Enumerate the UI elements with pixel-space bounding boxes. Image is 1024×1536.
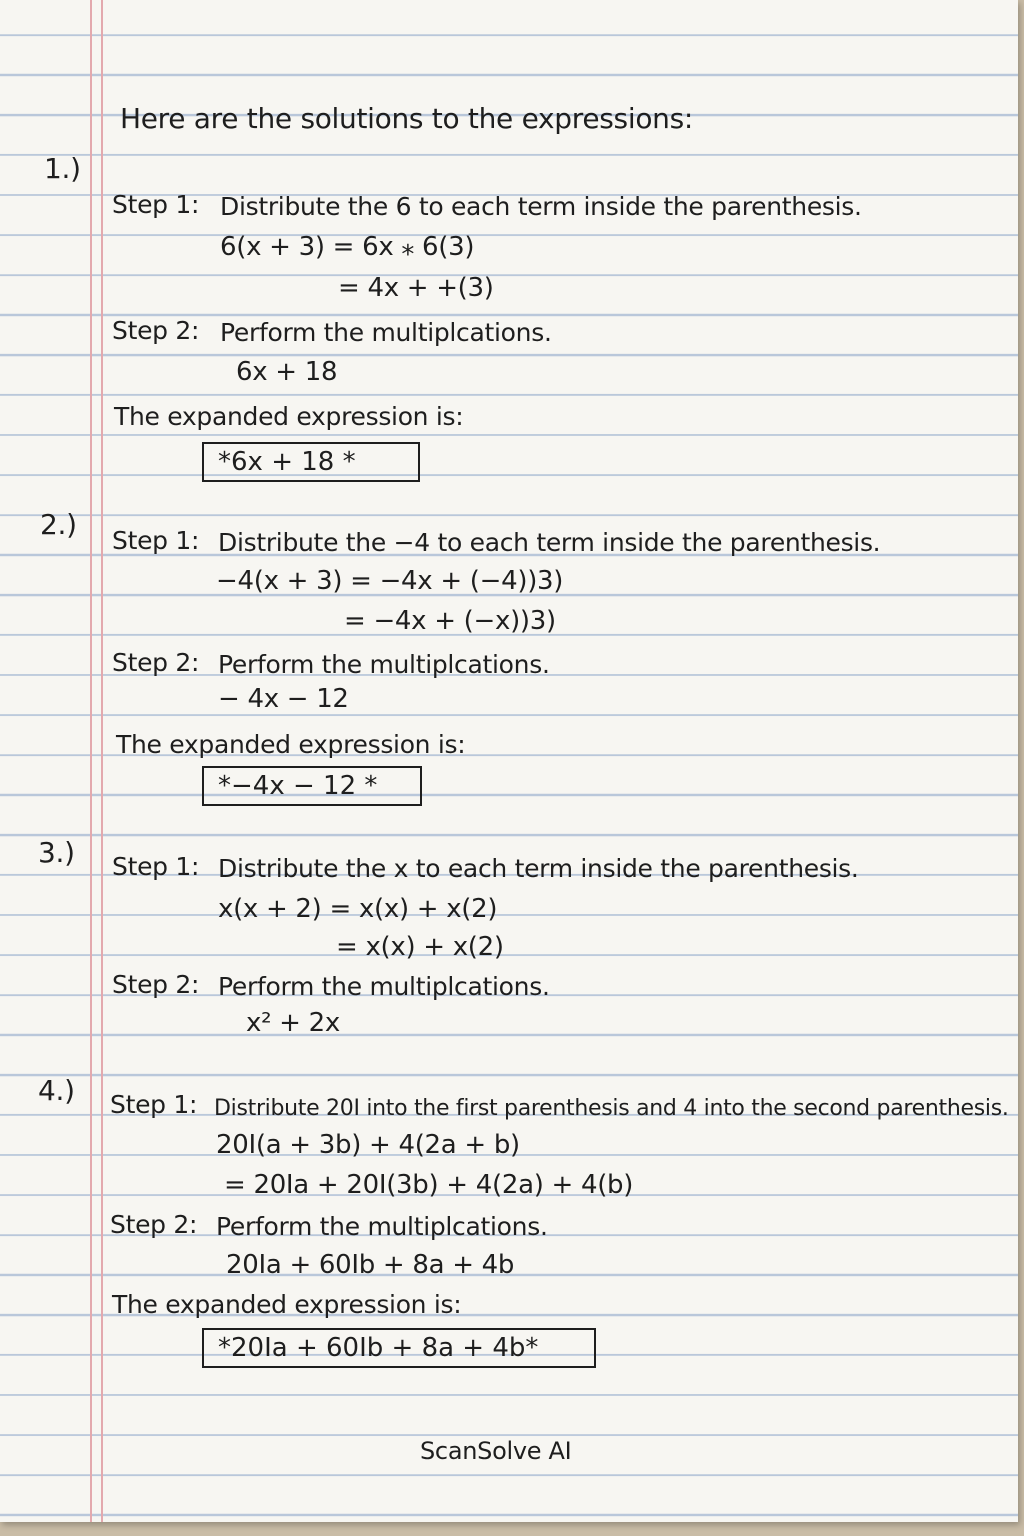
step-label: Step 2: — [112, 970, 200, 999]
answer-box: *−4x − 12 * — [202, 766, 422, 806]
footer-brand: ScanSolve AI — [420, 1437, 572, 1465]
step-label: Step 1: — [112, 526, 200, 555]
equation-line: = x(x) + x(2) — [336, 932, 504, 962]
equation-line: x(x + 2) = x(x) + x(2) — [218, 894, 498, 924]
equation-line: = 4x + +(3) — [338, 273, 494, 303]
result-expression: 6x + 18 — [236, 357, 338, 387]
step-description: Perform the multiplcations. — [220, 318, 552, 347]
problem-number: 3.) — [38, 836, 75, 869]
expanded-label: The expanded expression is: — [112, 1290, 462, 1319]
step-label: Step 2: — [112, 316, 200, 345]
margin-line-left — [90, 0, 92, 1522]
result-expression: x² + 2x — [246, 1008, 340, 1038]
step-label: Step 2: — [110, 1210, 198, 1239]
step-description: Perform the multiplcations. — [218, 650, 550, 679]
problem-number: 1.) — [44, 152, 81, 185]
step-description: Perform the multiplcations. — [216, 1212, 548, 1241]
step-description: Distribute the x to each term inside the parenthesis. — [218, 854, 859, 883]
step-description: Distribute 20I into the first parenthesis and 4 into the second parenthesis. — [214, 1096, 1009, 1121]
equation-line: 20I(a + 3b) + 4(2a + b) — [216, 1130, 520, 1160]
result-expression: 20Ia + 60Ib + 8a + 4b — [226, 1250, 515, 1280]
step-label: Step 1: — [112, 190, 200, 219]
answer-box: *20Ia + 60Ib + 8a + 4b* — [202, 1328, 596, 1368]
step-label: Step 2: — [112, 648, 200, 677]
expanded-label: The expanded expression is: — [116, 730, 466, 759]
equation-line: = −4x + (−x))3) — [344, 606, 556, 636]
equation-line: = 20Ia + 20I(3b) + 4(2a) + 4(b) — [224, 1170, 634, 1200]
step-description: Distribute the 6 to each term inside the parenthesis. — [220, 192, 862, 221]
result-expression: − 4x − 12 — [218, 684, 349, 714]
answer-box: *6x + 18 * — [202, 442, 420, 482]
equation-line: −4(x + 3) = −4x + (−4))3) — [216, 566, 564, 596]
step-description: Distribute the −4 to each term inside the parenthesis. — [218, 528, 881, 557]
problem-number: 4.) — [38, 1074, 75, 1107]
problem-number: 2.) — [40, 508, 77, 541]
margin-line-right — [101, 0, 103, 1522]
step-label: Step 1: — [112, 852, 200, 881]
page-heading: Here are the solutions to the expressions: — [120, 102, 694, 135]
expanded-label: The expanded expression is: — [114, 402, 464, 431]
equation-line: 6(x + 3) = 6x ⁎ 6(3) — [220, 232, 475, 262]
step-label: Step 1: — [110, 1090, 198, 1119]
step-description: Perform the multiplcations. — [218, 972, 550, 1001]
